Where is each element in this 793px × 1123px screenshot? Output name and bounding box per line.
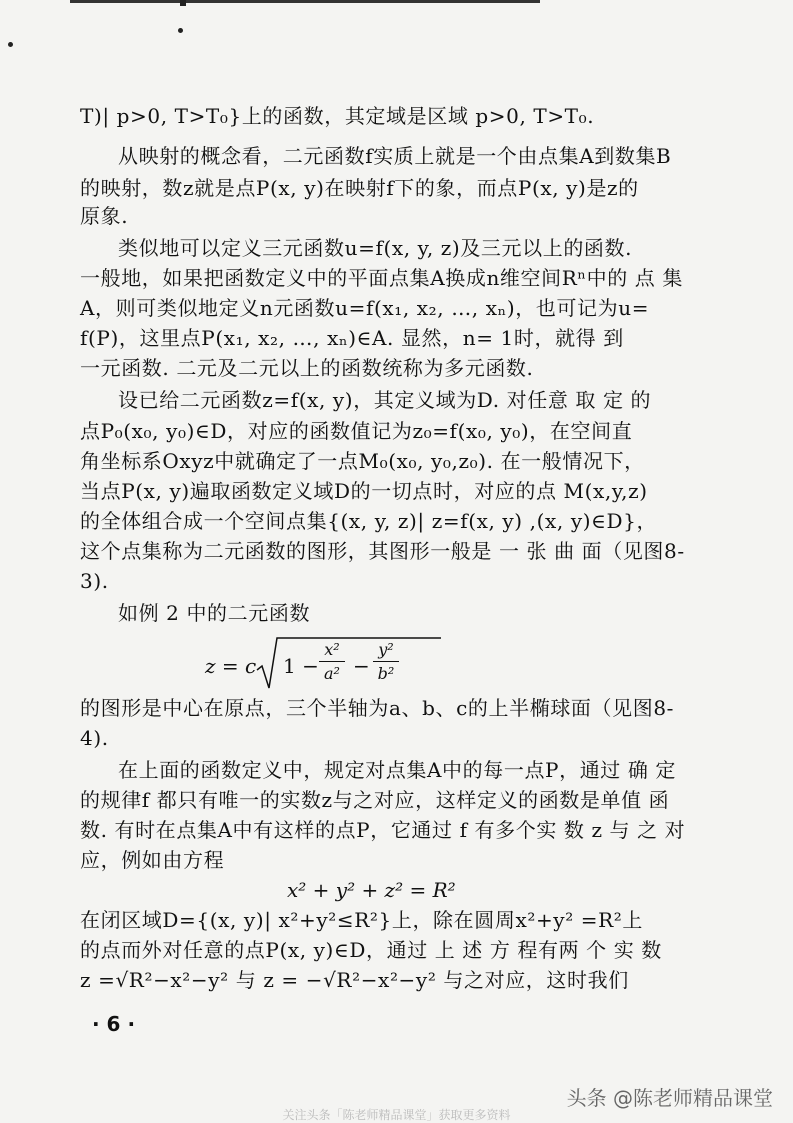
fraction-bar [319, 661, 345, 662]
text-line-19: 4). [80, 726, 109, 750]
fraction-bar [373, 661, 399, 662]
text-line-23: 应，例如由方程 [80, 848, 225, 872]
text-line-21: 的规律f 都只有唯一的实数z与之对应，这样定义的函数是单值 函 [80, 788, 670, 812]
text-line-3: 的映射，数z就是点P(x, y)在映射f下的象，而点P(x, y)是z的 [80, 176, 639, 200]
formula-lhs: z = c [205, 654, 257, 678]
fraction-numerator: y² [378, 640, 394, 659]
text-line-1: T)| p>0, T>T₀}上的函数，其定域是区域 p>0, T>T₀. [80, 104, 595, 128]
text-line-26: z =√R²−x²−y² 与 z = −√R²−x²−y² 与之对应，这时我们 [80, 968, 629, 992]
scan-edge-line [70, 0, 540, 3]
text-line-5: 类似地可以定义三元函数u=f(x, y, z)及三元以上的函数. [118, 236, 633, 260]
formula-ellipsoid [205, 632, 445, 692]
text-line-20: 在上面的函数定义中，规定对点集A中的每一点P，通过 确 定 [118, 758, 677, 782]
text-line-8: f(P)，这里点P(x₁, x₂, …, xₙ)∈A. 显然，n= 1时，就得 到 [80, 326, 624, 350]
text-line-17: 如例 2 中的二元函数 [118, 601, 311, 625]
page-number: · 6 · [92, 1012, 136, 1036]
formula-sphere: x² + y² + z² = R² [287, 878, 456, 902]
fraction-denominator: b² [377, 664, 395, 683]
fraction-numerator: x² [324, 640, 340, 659]
fraction-y-over-b [373, 640, 399, 683]
fraction-denominator: a² [324, 664, 340, 683]
text-line-11: 点P₀(x₀, y₀)∈D，对应的函数值记为z₀=f(x₀, y₀)，在空间直 [80, 419, 633, 443]
text-line-6: 一般地，如果把函数定义中的平面点集A换成n维空间Rⁿ中的 点 集 [80, 266, 683, 290]
text-line-18: 的图形是中心在原点，三个半轴为a、b、c的上半椭球面（见图8- [80, 696, 675, 720]
text-line-14: 的全体组合成一个空间点集{(x, y, z)| z=f(x, y) ,(x, y)∈D}， [80, 509, 658, 533]
footer-note: 关注头条「陈老师精品课堂」获取更多资料 [282, 1108, 511, 1122]
text-line-25: 的点而外对任意的点P(x, y)∈D，通过 上 述 方 程有两 个 实 数 [80, 938, 662, 962]
text-line-4: 原象. [80, 204, 129, 228]
text-line-7: A，则可类似地定义n元函数u=f(x₁, x₂, …, xₙ)，也可记为u= [80, 296, 650, 320]
watermark: 头条 @陈老师精品课堂 [566, 1086, 773, 1110]
text-line-9: 一元函数. 二元及二元以上的函数统称为多元函数. [80, 356, 534, 380]
text-line-2: 从映射的概念看，二元函数f实质上就是一个由点集A到数集B [118, 144, 672, 168]
text-line-12: 角坐标系Oxyz中就确定了一点M₀(x₀, y₀,z₀). 在一般情况下， [80, 449, 645, 473]
formula-minus: − [353, 654, 370, 678]
text-line-13: 当点P(x, y)遍取函数定义域D的一切点时，对应的点 M(x,y,z) [80, 479, 648, 503]
scan-speck [8, 42, 13, 47]
text-line-10: 设已给二元函数z=f(x, y)，其定义域为D. 对任意 取 定 的 [118, 388, 652, 412]
text-line-24: 在闭区域D={(x, y)| x²+y²≤R²}上，除在圆周x²+y² =R²上 [80, 908, 644, 932]
scan-edge-mark [180, 0, 186, 6]
fraction-x-over-a [319, 640, 345, 683]
text-line-16: 3). [80, 569, 109, 593]
formula-one: 1 − [283, 654, 319, 678]
text-line-15: 这个点集称为二元函数的图形，其图形一般是 一 张 曲 面（见图8- [80, 539, 685, 563]
text-line-22: 数. 有时在点集A中有这样的点P，它通过 f 有多个实 数 z 与 之 对 [80, 818, 686, 842]
scan-speck [178, 28, 183, 33]
